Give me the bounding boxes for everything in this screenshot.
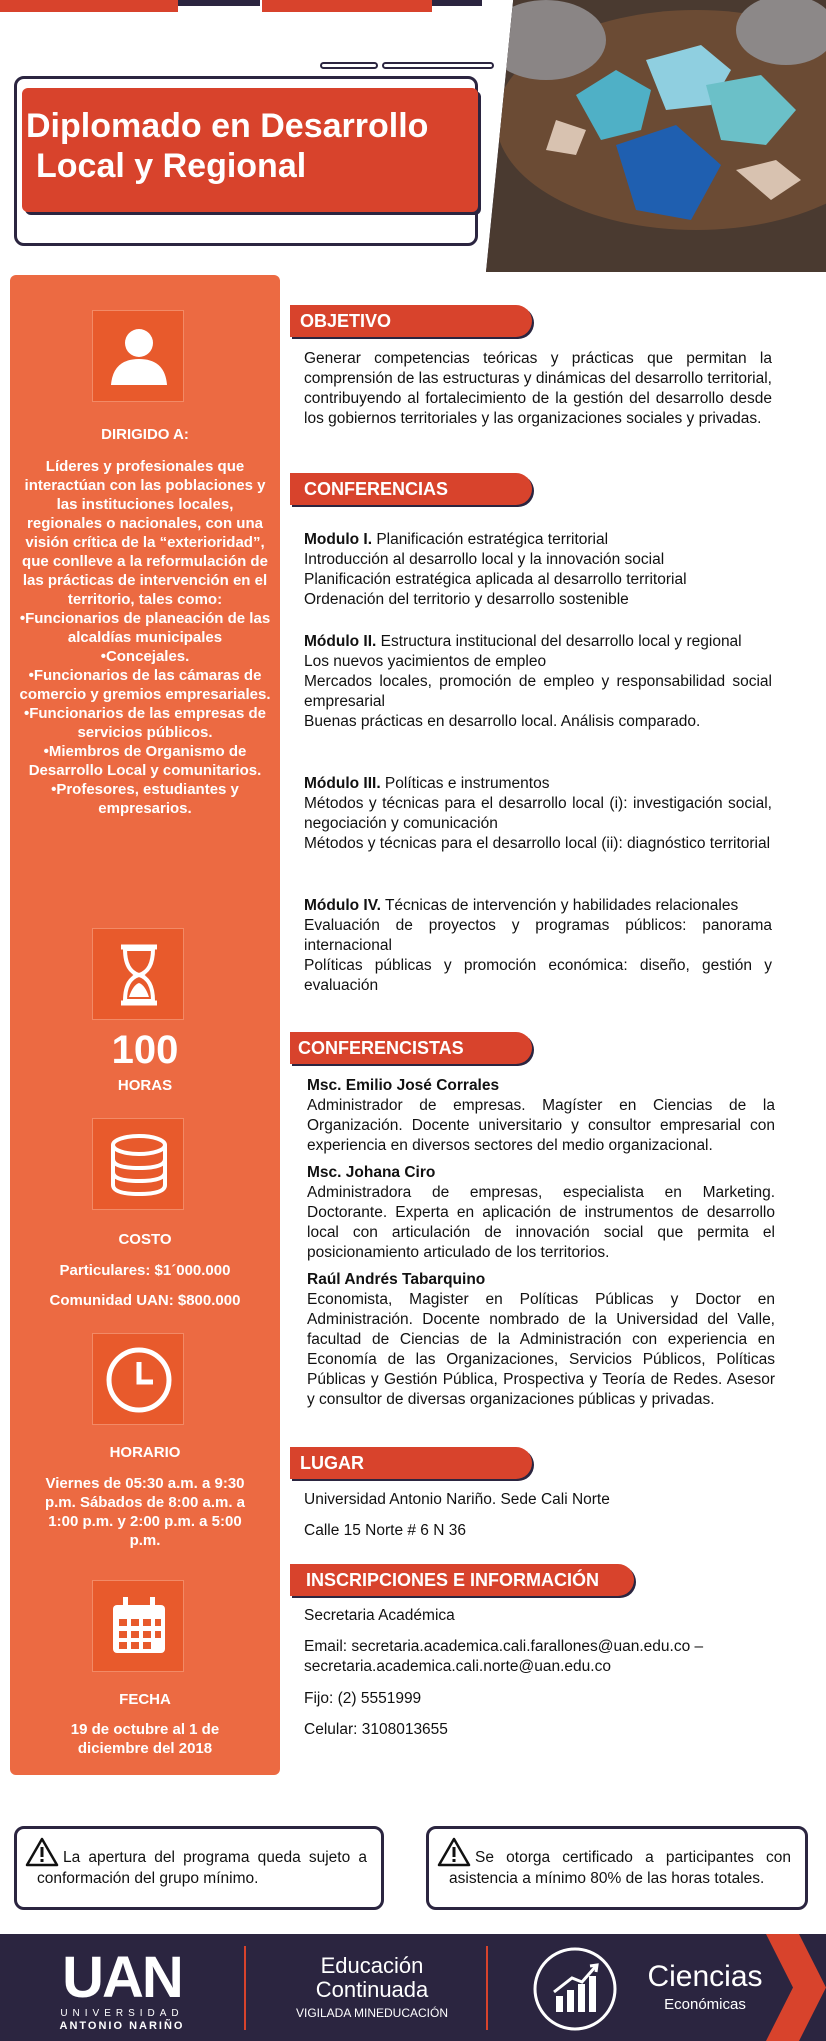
calendar-icon: [92, 1580, 184, 1672]
speaker-name: Raúl Andrés Tabarquino: [307, 1271, 486, 1288]
date-text: 19 de octubre al 1 de diciembre del 2018: [70, 1721, 220, 1757]
footer: [0, 1934, 826, 2041]
cost-title: COSTO: [118, 1231, 172, 1248]
header-photo-puzzle: [486, 0, 826, 272]
module-line: Mercados locales, promoción de empleo y responsabilidad social empresarial: [304, 673, 772, 710]
sidebar: [10, 275, 280, 1775]
uan-logo-sub1: UNIVERSIDAD: [60, 2008, 184, 2019]
speaker-bio: Administrador de empresas. Magíster en Ciencias de la Organización. Docente universitario y consultor empresarial con experiencia en diversos sectores del medio organizacional.: [307, 1097, 775, 1154]
uan-logo-sub2: ANTONIO NARIÑO: [59, 2020, 185, 2032]
edu-line2: Continuada: [315, 1977, 429, 2002]
inscripciones-email: Email: secretaria.academica.cali.farallones@uan.edu.co – secretaria.academica.cali.norte@uan.edu.co: [304, 1638, 704, 1675]
page-title: Diplomado en Desarrollo Local y Regional: [26, 107, 429, 185]
inscripciones-line1: Secretaria Académica: [304, 1607, 455, 1624]
module-line: Políticas públicas y promoción económica: diseño, gestión y evaluación: [304, 957, 772, 994]
conferencias-heading: CONFERENCIAS: [290, 473, 532, 505]
module-line: Introducción al desarrollo local y la innovación social: [304, 551, 665, 568]
dirigido-item: •Concejales.: [100, 648, 190, 665]
cost-particulares: Particulares: $1´000.000: [59, 1262, 231, 1279]
speaker-bio: Economista, Magister en Políticas Públicas y Doctor en Administración. Docente nombrado de la Universidad del Valle, facultad de Ciencias de la Administración con experiencia en Economía de las Organizaciones, Servicios Públicos, Políticas Públicas y Gestión Pública, Prospectiva y Teoría de Redes. Asesor y consultor de diversas organizaciones públicas y privadas.: [307, 1291, 775, 1408]
inscripciones-heading: INSCRIPCIONES E INFORMACIÓN: [290, 1564, 634, 1596]
module-line: Buenas prácticas en desarrollo local. Análisis comparado.: [304, 713, 701, 730]
schedule-title: HORARIO: [109, 1444, 181, 1461]
dirigido-item: •Funcionarios de planeación de las alcaldías municipales: [19, 610, 271, 646]
edu-line3: VIGILADA MINEDUCACIÓN: [295, 2006, 449, 2020]
module-label: Módulo III.: [304, 775, 381, 792]
clock-icon: [92, 1333, 184, 1425]
hours-value: 100: [111, 1028, 179, 1072]
dirigido-item: •Profesores, estudiantes y empresarios.: [51, 781, 239, 817]
module-label: Módulo II.: [304, 633, 377, 650]
note-right: [426, 1826, 808, 1910]
module-line: Los nuevos yacimientos de empleo: [304, 653, 547, 670]
module-title: Planificación estratégica territorial: [372, 531, 609, 548]
module-line: Métodos y técnicas para el desarrollo local (i): investigación social, negociación y comunicación: [304, 795, 772, 832]
uan-logo: UAN: [62, 1945, 182, 2010]
fac-line2: Económicas: [664, 1996, 746, 2013]
module-block: [304, 530, 772, 610]
schedule-text: Viernes de 05:30 a.m. a 9:30 p.m. Sábados de 8:00 a.m. a 1:00 p.m. y 2:00 p.m. a 5:00 p.m.: [44, 1475, 246, 1549]
note-left-text: La apertura del programa queda sujeto a conformación del grupo mínimo.: [37, 1849, 367, 1887]
speaker-name: Msc. Johana Ciro: [307, 1164, 436, 1181]
module-line: Métodos y técnicas para el desarrollo local (ii): diagnóstico territorial: [304, 835, 771, 852]
inscripciones-phone: Fijo: (2) 5551999: [304, 1690, 422, 1707]
speaker: [307, 1163, 775, 1263]
lugar-heading: LUGAR: [290, 1447, 532, 1479]
dirigido-item: •Funcionarios de las empresas de servicios públicos.: [23, 705, 266, 741]
conferencistas-heading: CONFERENCISTAS: [290, 1032, 532, 1064]
note-right-text: Se otorga certificado a participantes con asistencia a mínimo 80% de las horas totales.: [449, 1849, 791, 1887]
decor-pill: [320, 62, 378, 69]
module-block: [304, 632, 772, 732]
speaker: [307, 1270, 775, 1410]
module-block: [304, 774, 772, 854]
cost-comunidad: Comunidad UAN: $800.000: [49, 1292, 241, 1309]
lugar-line2: Calle 15 Norte # 6 N 36: [304, 1522, 466, 1539]
divider: [244, 1946, 246, 2030]
speaker: [307, 1076, 775, 1156]
module-title: Políticas e instrumentos: [380, 775, 550, 792]
dirigido-title: DIRIGIDO A:: [101, 426, 189, 443]
module-block: [304, 896, 772, 996]
speaker-name: Msc. Emilio José Corrales: [307, 1077, 500, 1094]
user-icon: [92, 310, 184, 402]
speaker-bio: Administradora de empresas, especialista en Marketing. Doctorante. Experta en aplicación de instrumentos de desarrollo local con articulación de innovación social que permita el posicionamiento articulado de los territorios.: [307, 1184, 775, 1261]
hourglass-icon: [92, 928, 184, 1020]
module-line: Planificación estratégica aplicada al desarrollo territorial: [304, 571, 687, 588]
module-label: Módulo IV.: [304, 897, 381, 914]
lugar-line1: Universidad Antonio Nariño. Sede Cali Norte: [304, 1491, 610, 1508]
note-left: [14, 1826, 384, 1910]
fac-line1: Ciencias: [647, 1960, 763, 1993]
module-title: Estructura institucional del desarrollo local y regional: [376, 633, 742, 650]
dirigido-text: Líderes y profesionales que interactúan con las poblaciones y las instituciones locales, regionales o nacionales, con una visión crítica de la “exterioridad”, que conlleve a la reformulación de las prácticas de intervención en el territorio, tales como: •Funcionarios de planeación de las alcaldías municipales •Concejales. •Funcionarios de las cámaras de comercio y gremios empresariales. •Funcionarios de las empresas de servicios públicos. •Miembros de Organismo de Desarrollo Local y comunitarios. •Profesores, estudiantes y empresarios.: [19, 458, 271, 817]
dirigido-item: •Funcionarios de las cámaras de comercio y gremios empresariales.: [19, 667, 271, 703]
database-icon: [92, 1118, 184, 1210]
date-title: FECHA: [119, 1691, 171, 1708]
objetivo-text: Generar competencias teóricas y prácticas que permitan la comprensión de las estructuras y dinámicas del desarrollo territorial, contribuyendo al fortalecimiento de la gestión del desarrollo desde los gobiernos territoriales y las organizaciones sociales y privadas.: [304, 350, 772, 427]
dirigido-item: •Miembros de Organismo de Desarrollo Local y comunitarios.: [28, 743, 262, 779]
inscripciones-mobile: Celular: 3108013655: [304, 1721, 448, 1738]
module-line: Evaluación de proyectos y programas públicos: panorama internacional: [304, 917, 772, 954]
hours-label: HORAS: [117, 1077, 173, 1094]
divider: [486, 1946, 488, 2030]
edu-line1: Educación: [320, 1953, 424, 1978]
title-banner: [22, 88, 478, 212]
module-label: Modulo I.: [304, 531, 373, 548]
objetivo-heading: OBJETIVO: [290, 305, 532, 337]
decor-pill: [382, 62, 494, 69]
module-line: Ordenación del territorio y desarrollo sostenible: [304, 591, 629, 608]
module-title: Técnicas de intervención y habilidades relacionales: [380, 897, 739, 914]
growth-chart-icon: [532, 1946, 618, 2032]
